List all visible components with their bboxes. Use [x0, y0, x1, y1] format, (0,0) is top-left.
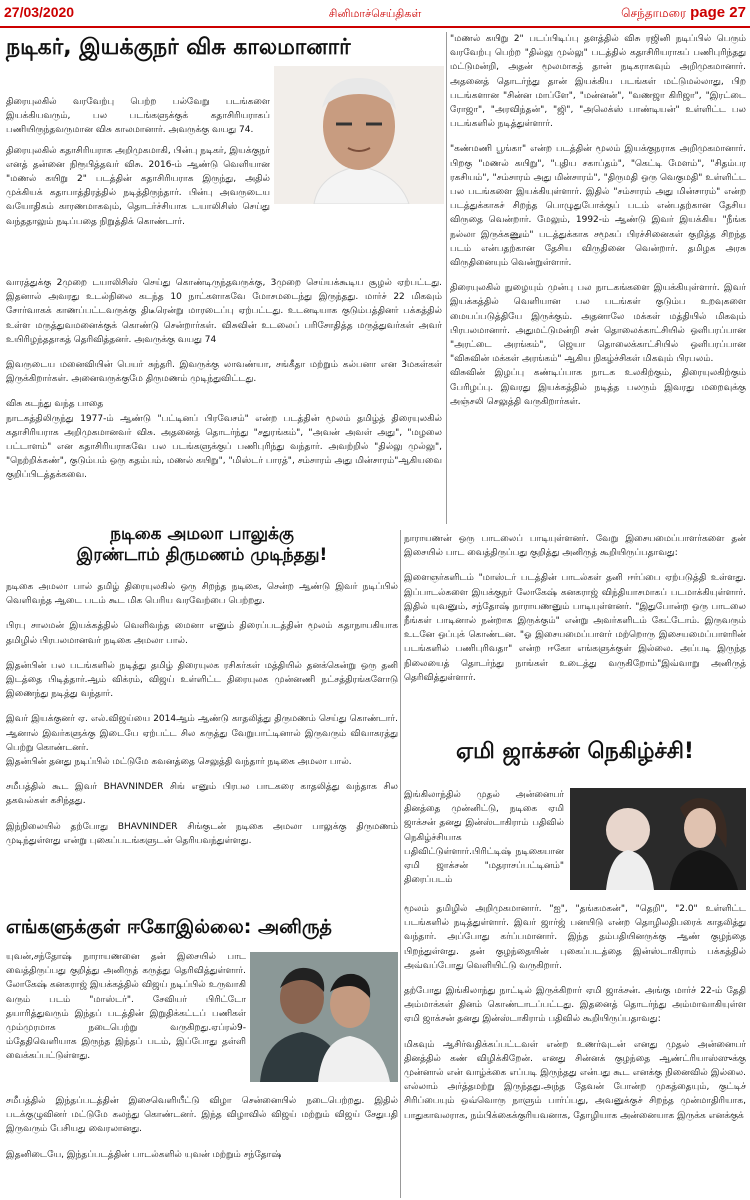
- paragraph: "கண்மணி பூங்கா" என்ற படத்தின் மூலம் இயக்குநராக அறிமுகமானார். பிறகு "மணல் கயிறு", "புதிய சகாப்தம்", "கெட்டி மேளம்", "சிதம்பர ரகசியம்", "சம்சாரம் அது மின்சாரம்", "திருமதி ஒரு வெகுமதி" உள்ளிட்ட பல படங்களை இயக்கியுள்ளார். இதில் "சம்சாரம் அது மின்சாரம்" என்ற படத்துக்காகச் சிறந்த பொழுதுபோக்குப் படம் என்பதற்கான தேசிய விருதை வென்றார். மேலும், 1992-ம் ஆண்டு இவர் இயக்கிய "நீங்க நல்லா இருக்கணும்" படத்துக்காக சமூகப் பிரச்சினைகள் குறித்த சிறந்த படம் என்பதற்கான தேசிய விருதினை வென்றார். தமிழக அரசு விருதினையும் வென்றுள்ளார்.: [450, 144, 746, 269]
- anirudh-photo: [250, 952, 398, 1082]
- paragraph: திரையுலகில் கதாசிரியராக அறிமுகமாகி, பின்பு நடிகர், இயக்குநர் எனத் தன்னை நிரூபித்தவர் விசு. 2016-ம் ஆண்டு வெளியான "மணல் கயிறு 2" படத்தின் கதாசிரியராக இருந்து, அதில் முக்கியக் கதாபாத்திரத்தில் நடித்திருந்தார். பின்பு அவருடைய வயோதிகம் காரணமாகவும், தொடர்ச்சியாக டயாலிசிஸ் செய்து வந்ததாலும் நடிப்பதை நிறுத்திக் கொண்டார்.: [6, 145, 270, 227]
- anirudh-col2-text: [404, 532, 746, 685]
- paragraph: இதன்பின் பல படங்களில் நடித்து தமிழ் திரையுலக ரசிகர்கள் மத்தியில் தனக்கென்று ஒரு தனி இடத்தை பிடித்தார்.ஆம் விக்ரம், விஜய் உள்ளிட்ட திரையுலக முன்னணி நட்சத்திரங்களோடு இணைந்து நடித்து வந்தார்.: [6, 660, 398, 700]
- page-header: [0, 0, 750, 28]
- paragraph: இளைஞர்களிடம் "மாஸ்டர் படத்தின் பாடல்கள் தனி ஈர்ப்பை ஏற்படுத்தி உள்ளது. இப்பாடல்களை இயக்குநர் லோகேஷ் கனகராஜ் விந்தியாசமாகப் படமாக்கியுள்ளார். இதில் யுவனும், சந்தோஷ் நாராயணனும் பாடியுள்ளனர். "இதுபோன்ற ஒரு பாடலை நீங்கள் பாடினால் நன்றாக இருக்கும்" என்று அவர்களிடம் கேட்டோம். இருவரும் உடனே ஒப்புக் கொண்டன. "ஓ இசையமைப்பாளர் மற்றொரு இசையமைப்பாளரின் படங்களில் பணிபுரிவதா" என்ற ஈகோ எங்களுக்குள் இல்லை. அப்படி இருந்த நிலையைத் தொடர்ந்து நாங்கள் உடைத்து வருகிறோம்"இவ்வாறு அனிருத் தெரிவித்துள்ளார்.: [404, 573, 746, 683]
- visu-col2-text: [450, 32, 746, 409]
- section-title: சினிமாச்செய்திகள்: [328, 7, 422, 20]
- paragraph: சமீபத்தில் கூட இவர் BHAVNINDER சிங் எனும் பிரபல பாடகரை காதலித்து வந்தாக சில தகவல்கள் கசிந்தது.: [6, 782, 398, 807]
- paragraph: பிரபு சாலமன் இயக்கத்தில் வெளிவந்த மைனா எனும் திரைப்படத்தின் மூலம் கதாநாயகியாக தமிழில் பிரபலமானவர் நடிகை அமலா பால்.: [6, 621, 398, 646]
- visu-body-text: [6, 276, 442, 494]
- amy-photo: [570, 788, 746, 890]
- paragraph: யுவன்,சந்தோஷ் நாராயணனை தன் இசையில் பாட வைத்திருப்பது குறித்து அனிருத் கருத்து தெரிவித்துள்ளார். லோகேஷ் கனகராஜ் இயக்கத்தில் விஜய் நடிப்பில் உருவாகி வரும் படம் "மாஸ்டர்". சேவியர் பிரிட்டோ தயாரித்துவரும் இந்தப் படத்தின் இறுதிக்கட்டப் பணிகள் மும்முரமாக நடைபெற்று வருகிறது.ஏப்ரல்9-ம்தேதிவெளியாக இருந்த இந்தப் படம், இப்போது தள்ளி வைக்கப்பட்டுள்ளது.: [6, 952, 246, 1062]
- paragraph: நாராயணன் ஒரு பாடலைப் பாடியுள்ளனர். வேறு இசையமைப்பாளர்களை தன் இசையில் பாட வைத்திருப்பது குறித்து அனிருத் கூறியிருப்பதாவது:: [404, 534, 746, 559]
- amy-body-text: [404, 902, 746, 1123]
- anirudh-wrap-text: [6, 950, 246, 1064]
- article-headline-amy: ஏமி ஜாக்சன் நெகிழ்ச்சி!: [456, 739, 694, 764]
- amala-body-text: [6, 580, 398, 859]
- paragraph: விசுவின் இழப்பு கண்டிப்பாக நாடக உலகிற்கும், திரையுலகிற்கும் பேரிழப்பு. இவரது இயக்கத்தில் நடித்த பலரும் இவரது மறைவுக்கு அஞ்சலி செலுத்தி வருகிறார்கள்.: [450, 368, 746, 407]
- paragraph: தற்போது இங்கிலாந்து நாட்டில் இருக்கிறார் ஏமி ஜாக்சன். அங்கு மார்ச் 22-ம் தேதி அம்மாக்கள் தினம் கொண்டாடப்பட்டது. இதனைத் தொடர்ந்து அம்மாவாகியுள்ள ஏமி ஜாக்சன் தனது இன்ஸ்டாகிராம் பதிவில் கூறியிருப்பதாவது:: [404, 986, 746, 1025]
- amy-wrap-text: [404, 788, 564, 887]
- paragraph: திரையுலகில் வரவேற்பு பெற்ற பல்வேறு படங்களை இயக்கியவரும், பல படங்களுக்குக் கதாசிரியராகப் பணியிருந்தவருமான விசு காலமானார். அவருக்கு வயது 74.: [6, 97, 270, 136]
- masthead: [621, 4, 746, 22]
- paragraph: நாடகத்திலிருந்து 1977-ம் ஆண்டு "பட்டினப் பிரவேசம்" என்ற படத்தின் மூலம் தமிழ்த் திரையுலகில் கதாசிரியராக அறிமுகமானவர் விசு. அதனைத் தொடர்ந்து "சதுரங்கம்", "அவன் அவள் அது", "மழலை பட்டாளம்" என கதாசிரியராகவே பல படங்களுக்குப் பணிபுரிந்து வந்தார். அவற்றில் "தில்லு முல்லு", "நெற்றிக்கண்", குடும்பம் ஒரு கதம்பம், மணல் கயிறு", "மிஸ்டர் பாரத்", சம்சாரம் அது மின்சாரம்"ஆகியவை குறிப்பிடத்தக்கவை.: [6, 413, 442, 481]
- visu-photo: [274, 66, 444, 204]
- article-headline-visu: நடிகர், இயக்குநர் விசு காலமானார்: [6, 35, 351, 60]
- paragraph: இந்நிலையில் தற்போது BHAVNINDER சிங்குடன் நடிகை அமலா பாலுக்கு திருமணம் முடிந்துள்ளது என்று புகைப்படங்களுடன் தெரியவந்துள்ளது.: [6, 821, 398, 846]
- issue-date: 27/03/2020: [4, 4, 75, 20]
- visu-intro-text: [6, 95, 270, 229]
- paragraph: இதன்பின் தனது நடிப்பில் மட்டுமே கவனத்தை செலுத்தி வந்தார் நடிகை அமலா பால்.: [6, 757, 352, 768]
- column-divider: [446, 32, 447, 524]
- paragraph: இதனிடையே, இந்தப்படத்தின் பாடல்களில் யுவன் மற்றும் சந்தோஷ்: [6, 1149, 282, 1160]
- paragraph: திரையுலகில் நுழையும் முன்பு பல நாடகங்களை இயக்கியுள்ளார். இவர் இயக்கத்தில் வெளியான பல படங்கள் குடும்ப உறவுகளை மையப்படுத்தியே இருக்கும். அதனாலே மக்கள் மத்தியில் மிகவும் பிரபலமானார். அதுமட்டுமன்றி சன் தொலைக்காட்சியில் ஒளிபரப்பான "அரட்டை அரங்கம்", ஜெயா தொலைக்காட்சியில் ஒளிபரப்பான "விசுவின் மக்கள் அரங்கம்" ஆகிய நிகழ்ச்சிகள் மிகவும் பிரபலம்.: [450, 283, 746, 365]
- paragraph: இவருடைய மனைவியின் பெயர் சுந்தரி. இவருக்கு லாவண்யா, சங்கீதா மற்றும் கல்பனா என 3மகள்கள் இருக்கிறார்கள். அனைவருக்குமே திருமணம் முடிந்துவிட்டது.: [6, 360, 442, 385]
- paragraph: இங்கிலாந்தில் முதல் அன்னையர் தினத்தை முன்னிட்டு, நடிகை ஏமி ஜாக்சன் தனது இன்ஸ்டாகிராம் பதிவில் நெகிழ்ச்சியாக பதிவிட்டுள்ளார்.பிரிட்டிஷ் நடிகையான ஏமி ஜாக்சன் "மதராசப்பட்டினம்" திரைப்படம்: [404, 790, 564, 886]
- subheading: விசு கடந்து வந்த பாதை: [6, 399, 104, 410]
- page-number: page 27: [690, 4, 746, 21]
- paragraph: வாரத்துக்கு 2முறை டயாலிசிஸ் செய்து கொண்டிருந்தவருக்கு, 3முறை செய்யக்கூடிய சூழல் ஏற்பட்டது. இதனால் அவரது உடல்நிலை கடந்த 10 நாட்களாகவே மோசமடைந்து இருந்தது. மார்ச் 22 மிகவும் சோர்வாகக் காணப்பட்டவருக்கு திடீரென்று மாரடைப்பு ஏற்பட்டது. உடனடியாக குடும்பத்தினர் பக்கத்தில் உள்ள மருத்துவமனைக்குக் கொண்டு சென்றார்கள். விசுவின் உடலைப் பரிசோதித்த மருத்துவர்கள் அவர் உயிரிழந்ததாகத் தெரிவித்தனர். அவருக்கு வயது 74: [6, 278, 442, 345]
- headline-line: இரண்டாம் திருமணம் முடிந்தது!: [76, 545, 328, 566]
- magazine-name: செந்தாமரை: [621, 6, 687, 20]
- paragraph: நடிகை அமலா பால் தமிழ் திரையுலகில் ஒரு சிறந்த நடிகை, சென்ற ஆண்டு இவர் நடிப்பில் வெளிவந்த ஆடை படம் கூட மிக பெரிய வரவேற்பை பெற்றது.: [6, 582, 398, 607]
- headline-line: நடிகை அமலா பாலுக்கு: [110, 524, 294, 544]
- paragraph: சமீபத்தில் இந்தப்படத்தின் இசைவெளியீட்டு விழா சென்னையில் நடைபெற்றது. இதில் படக்குழுவினர் மட்டுமே கலந்து கொண்டனர். இந்த விழாவில் விஜய் மற்றும் விஜய் சேதுபதி இருவரும் பேசியது வைரலானது.: [6, 1096, 398, 1135]
- paragraph: மிகவும் ஆசிர்வதிக்கப்பட்டவள் என்ற உணர்வுடன் எனது முதல் அன்னையர் தினத்தில் கண் விழிக்கிறேன். எனது சின்னக் குழந்தை ஆண்ட்ரியாஸ்ஸுக்கு முன்னால் என் வாழ்க்கை எப்படி இருந்தது என்பது கூட எனக்கு நினைவில் இல்லை. எல்லாம் அர்த்தமற்று இருந்தது.அந்த தேவன் போன்ற முகத்தையும், குட்டிச் சிரிப்பையும் ஒவ்வொரு நாளும் பார்ப்பது, அவனுக்குச் சிறந்த முன்மாதிரியாக, பாதுகாவலராக, நம்பிக்கைக்குரியவனாக, தோழியாக அன்னையாக இருக்க எனக்குக்: [404, 1039, 746, 1121]
- paragraph: இவர் இயக்குனர் ஏ. எல்.விஜய்யை 2014ஆம் ஆண்டு காதலித்து திருமணம் செய்து கொண்டார். ஆனால் இவர்களுக்கு இடையே ஏற்பட்ட சில கருத்து வேறுபாட்டினால் இருவரும் விவாகரத்து பெற்று கொண்டனர்.: [6, 714, 398, 753]
- anirudh-body-text: [6, 1094, 398, 1162]
- paragraph: "மணல் கயிறு 2" படப்பிடிப்பு தளத்தில் விசு ரஜினி நடிப்பில் பெரும் வரவேற்பு பெற்ற "தில்லு முல்லு" படத்தில் கதாசிரியராகப் பணிபுரிந்தது மட்டுமன்றி, அதன் மூலமாகத் தான் நடிகராகவும் அறிமுகமானார். அதனைத் தொடர்ந்து தான் இயக்கிய படங்கள் மட்டுமல்லாது, பிற படங்களான "சின்ன மாப்ளே", "மன்னன்", "வணஜா கிரிஜா", "இரட்டை ரோஜா", "அரவிந்தன்", "ஜி", "அலெக்ஸ் பாண்டியன்" உள்ளிட்ட பல படங்களில் நடித்துள்ளார்.: [450, 34, 746, 130]
- article-headline-amala: [4, 524, 400, 567]
- paragraph: மூலம் தமிழில் அறிமுகமானார். "ஐ", "தங்கமகன்", "தெறி", "2.0" உள்ளிட்ட படங்களில் நடித்துள்ளார். இவர் ஜார்ஜ் பனயிடு என்ற தொழிலதிபரைக் காதலித்து வந்தார். அப்போது கர்ப்பமானார். இந்த தம்பதியினருக்கு ஆண் குழந்தை பிறந்துள்ளது. தன் குழந்தையின் புகைப்படத்தை இன்ஸ்டாகிராம் பக்கத்தில் அவ்வப்போது வெளியிட்டு வருகிறார்.: [404, 904, 746, 971]
- article-headline-anirudh: எங்களுக்குள் ஈகோஇல்லை: அனிருத்: [6, 916, 332, 938]
- column-divider: [400, 530, 401, 1198]
